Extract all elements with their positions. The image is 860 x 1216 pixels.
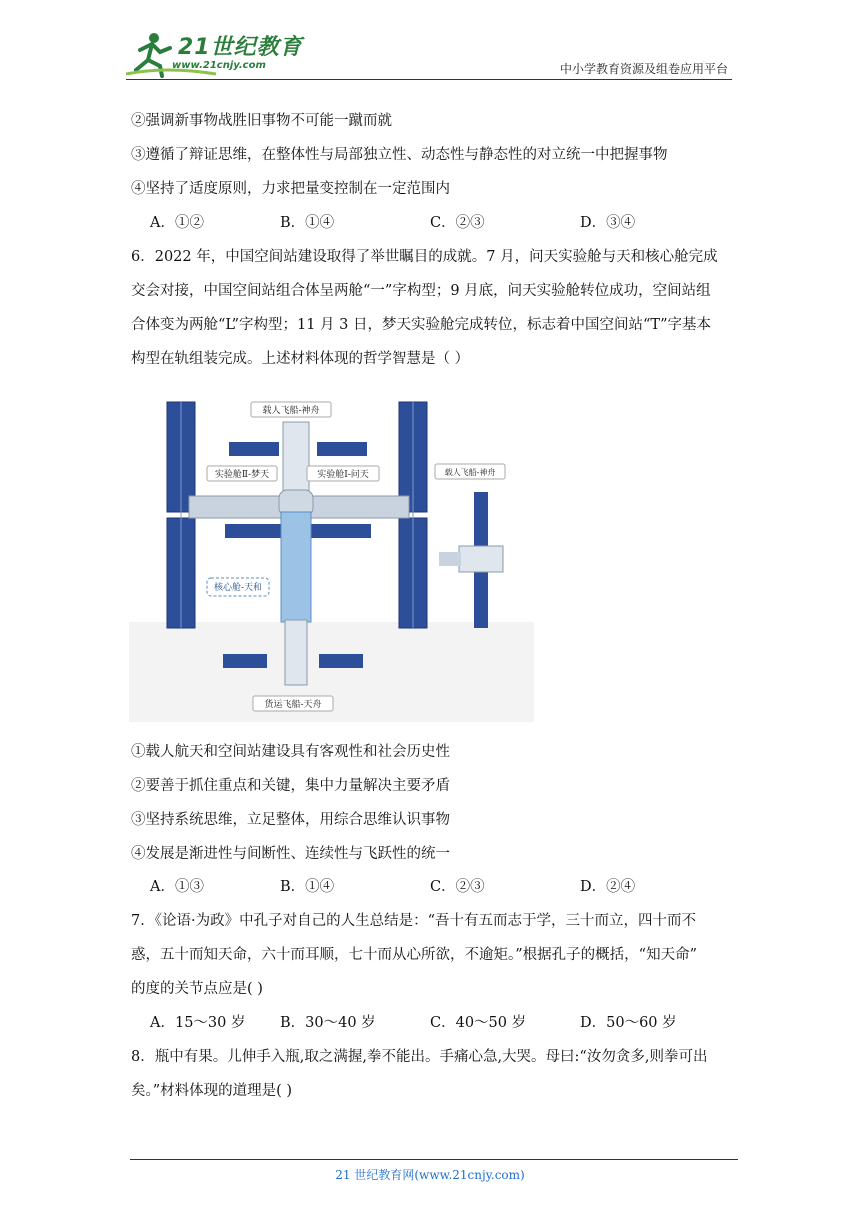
q6-option-a: A．①③ (150, 879, 204, 895)
logo-text: 21世纪教育 (178, 35, 303, 60)
q6-stem-line-1: 6．2022 年，中国空间站建设取得了举世瞩目的成就。7 月，问天实验舱与天和核心舱完成 (131, 249, 718, 265)
q6-statement-4: ④发展是渐进性与间断性、连续性与飞跃性的统一 (131, 846, 450, 862)
q7-option-c: C．40～50 岁 (430, 1015, 527, 1031)
q7-option-a: A．15～30 岁 (150, 1015, 246, 1031)
label-mengtian: 实验舱Ⅱ-梦天 (214, 470, 270, 480)
q5-statement-4: ④坚持了适度原则，力求把量变控制在一定范围内 (131, 181, 450, 197)
logo-url: www.21cnjy.com (172, 60, 266, 71)
q7-stem-line-3: 的度的关节点应是( ) (131, 981, 263, 997)
q7-stem-line-2: 惑，五十而知天命，六十而耳顺，七十而从心所欲，不逾矩。”根据孔子的概括，“知天命” (131, 947, 697, 963)
q6-stem-line-4: 构型在轨组装完成。上述材料体现的哲学智慧是（ ） (131, 351, 470, 367)
q5-statement-2: ②强调新事物战胜旧事物不可能一蹴而就 (131, 113, 392, 129)
q6-option-c: C．②③ (430, 879, 485, 895)
label-wentian: 实验舱Ⅰ-问天 (317, 470, 369, 480)
label-shenzhou-side: 载人飞船-神舟 (444, 468, 496, 477)
q6-option-b: B．①④ (280, 879, 335, 895)
q7-option-b: B．30～40 岁 (280, 1015, 376, 1031)
q6-statement-2: ②要善于抓住重点和关键，集中力量解决主要矛盾 (131, 778, 450, 794)
q5-option-d: D．③④ (580, 215, 636, 231)
space-station-figure (129, 392, 534, 722)
q5-statement-3: ③遵循了辩证思维，在整体性与局部独立性、动态性与静态性的对立统一中把握事物 (131, 147, 668, 163)
q5-option-b: B．①④ (280, 215, 335, 231)
q8-stem-line-2: 矣。”材料体现的道理是( ) (131, 1083, 293, 1099)
footer-divider (130, 1159, 738, 1160)
page-header (0, 0, 860, 80)
q7-option-d: D．50～60 岁 (580, 1015, 677, 1031)
label-shenzhou-top: 载人飞船-神舟 (262, 406, 320, 416)
label-tianhe: 核心舱-天和 (213, 583, 263, 593)
platform-name: 中小学教育资源及组卷应用平台 (559, 62, 728, 76)
q6-statement-3: ③坚持系统思维，立足整体，用综合思维认识事物 (131, 812, 450, 828)
q6-option-d: D．②④ (580, 879, 636, 895)
header-divider (126, 79, 732, 80)
label-tianzhou: 货运飞船-天舟 (264, 700, 322, 710)
q6-stem-line-3: 合体变为两舱“L”字构型；11 月 3 日，梦天实验舱完成转位，标志着中国空间站“T”字基本 (131, 317, 711, 333)
q6-statement-1: ①载人航天和空间站建设具有客观性和社会历史性 (131, 744, 450, 760)
q6-stem-line-2: 交会对接，中国空间站组合体呈两舱“一”字构型；9 月底，问天实验舱转位成功，空间站组 (131, 283, 711, 299)
footer-link[interactable]: 21 世纪教育网(www.21cnjy.com) (335, 1168, 525, 1182)
q8-stem-line-1: 8．瓶中有果。儿伸手入瓶,取之满握,拳不能出。手痛心急,大哭。母曰:“汝勿贪多,则拳可出 (131, 1049, 708, 1065)
q7-stem-line-1: 7．《论语·为政》中孔子对自己的人生总结是：“吾十有五而志于学，三十而立，四十而不 (131, 913, 696, 929)
q5-option-c: C．②③ (430, 215, 485, 231)
q5-option-a: A．①② (150, 215, 204, 231)
